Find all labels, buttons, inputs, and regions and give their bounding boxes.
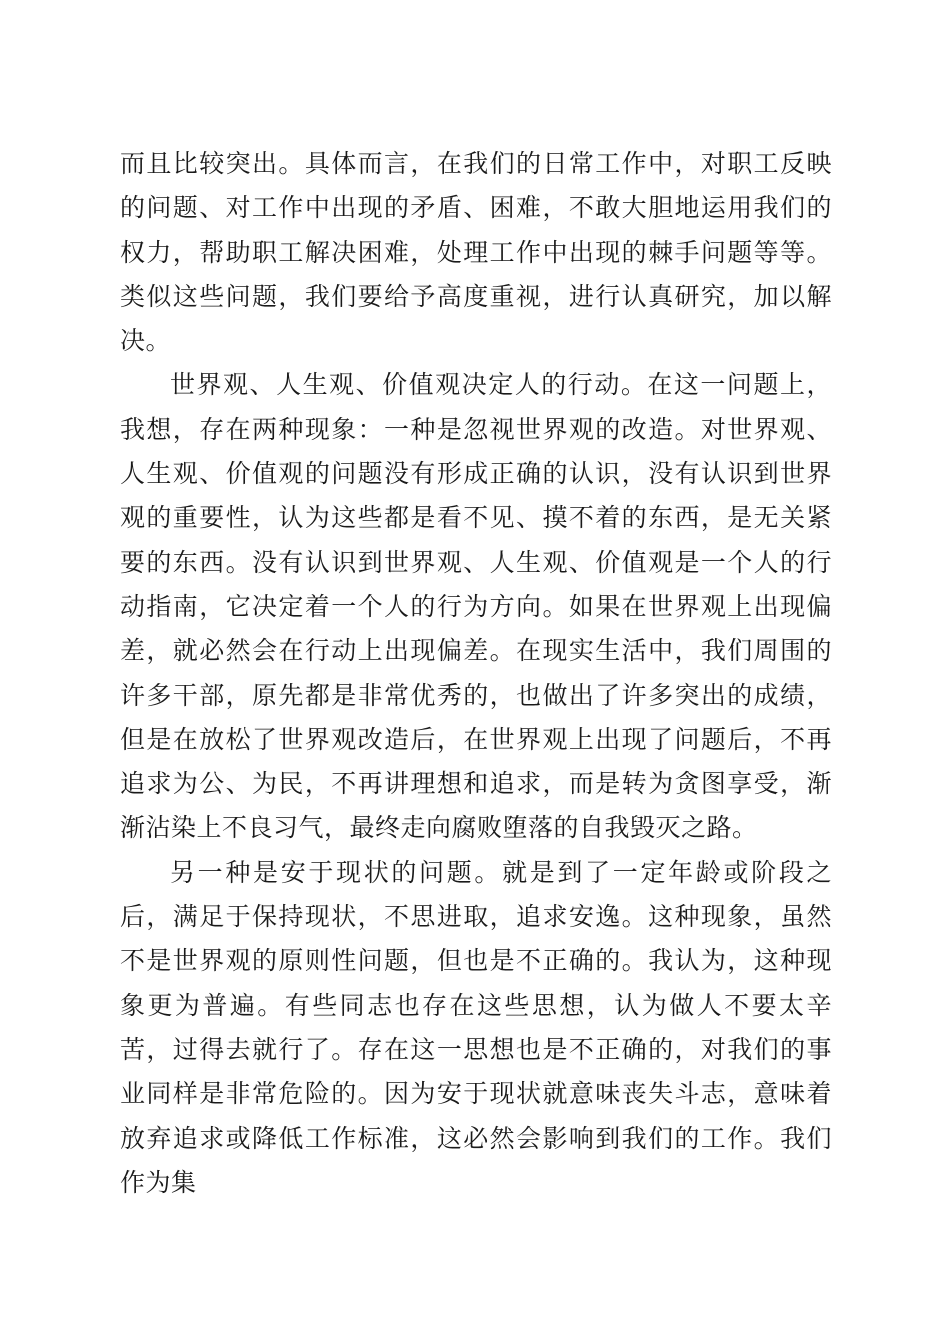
document-page — [120, 142, 832, 1205]
paragraph-complacency: 另一种是安于现状的问题。就是到了一定年龄或阶段之后，满足于保持现状，不思进取，追求安逸。这种现象，虽然不是世界观的原则性问题，但也是不正确的。我认为，这种现象更为普遍。有些同志也存在这些思想，认为做人不要太辛苦，过得去就行了。存在这一思想也是不正确的，对我们的事业同样是非常危险的。因为安于现状就意味丧失斗志，意味着放弃追求或降低工作标准，这必然会影响到我们的工作。我们作为集 — [120, 857, 832, 1197]
paragraph-continued: 而且比较突出。具体而言，在我们的日常工作中，对职工反映的问题、对工作中出现的矛盾、困难，不敢大胆地运用我们的权力，帮助职工解决困难，处理工作中出现的棘手问题等等。类似这些问题，我们要给予高度重视，进行认真研究，加以解决。 — [120, 149, 832, 356]
paragraph-worldview: 世界观、人生观、价值观决定人的行动。在这一问题上，我想，存在两种现象：一种是忽视世界观的改造。对世界观、人生观、价值观的问题没有形成正确的认识，没有认识到世界观的重要性，认为这些都是看不见、摸不着的东西，是无关紧要的东西。没有认识到世界观、人生观、价值观是一个人的行动指南，它决定着一个人的行为方向。如果在世界观上出现偏差，就必然会在行动上出现偏差。在现实生活中，我们周围的许多干部，原先都是非常优秀的，也做出了许多突出的成绩，但是在放松了世界观改造后，在世界观上出现了问题后，不再追求为公、为民，不再讲理想和追求，而是转为贪图享受，渐渐沾染上不良习气，最终走向腐败堕落的自我毁灭之路。 — [120, 370, 832, 843]
